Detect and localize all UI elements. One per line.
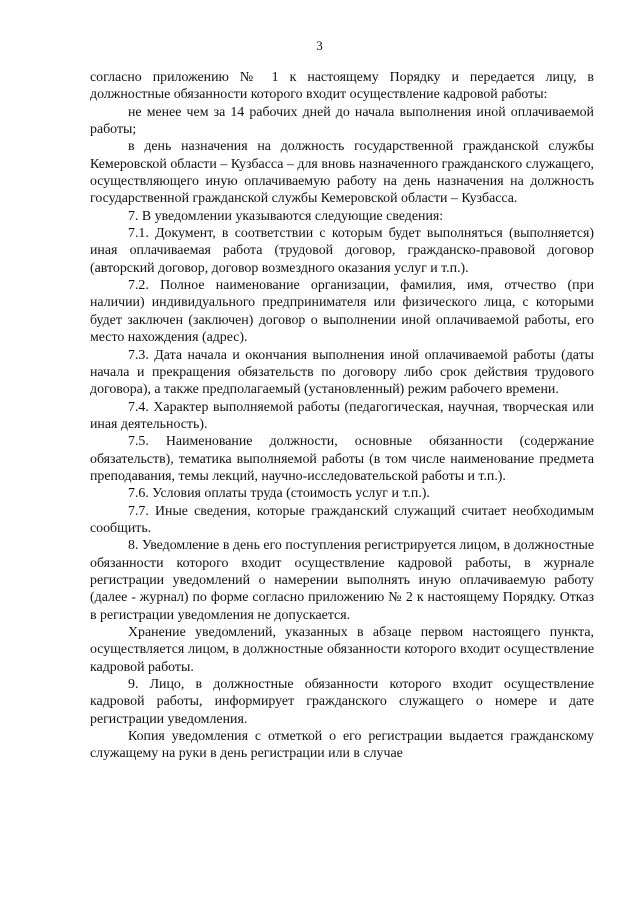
document-body — [90, 69, 594, 763]
page-number: 3 — [316, 38, 323, 53]
paragraph: 7. В уведомлении указываются следующие сведения: — [128, 208, 444, 224]
paragraph: 7.2. Полное наименование организации, фамилия, имя, отчество (при наличии) индивидуального предпринимателя или физического лица, с которыми будет заключен (заключен) договор о выполнении иной оплачиваемой работы, его место нахождения (адрес). — [90, 278, 594, 346]
paragraph: 8. Уведомление в день его поступления регистрируется лицом, в должностные обязанности которого входит осуществление кадровой работы, в журнале регистрации уведомлений о намерении выполнять иную оплачиваемую работу (далее - журнал) по форме согласно приложению № 2 к настоящему Порядку. Отказ в регистрации уведомления не допускается. — [90, 538, 594, 623]
paragraph: не менее чем за 14 рабочих дней до начала выполнения иной оплачиваемой работы; — [90, 104, 594, 138]
paragraph: в день назначения на должность государственной гражданской службы Кемеровской области – Кузбасса – для вновь назначенного гражданского служащего, осуществляющего иную оплачиваемую работу на день назначения на должность государственной гражданской службы Кемеровской области – Кузбасса. — [90, 139, 594, 207]
paragraph: 7.5. Наименование должности, основные обязанности (содержание обязательств), тематика выполняемой работы (в том числе наименование предмета преподавания, темы лекций, научно-исследовательской работы и т.п.). — [90, 434, 594, 484]
paragraph: 7.3. Дата начала и окончания выполнения иной оплачиваемой работы (даты начала и прекращения обязательств по договору либо срок действия трудового договора), а также предполагаемый (установленный) режим рабочего времени. — [90, 347, 594, 398]
paragraph: 7.1. Документ, в соответствии с которым будет выполняться (выполняется) иная оплачиваемая работа (трудовой договор, гражданско-правовой договор (авторский договор, договор возмездного оказания услуг и т.п.). — [90, 226, 594, 276]
paragraph: 7.6. Условия оплаты труда (стоимость услуг и т.п.). — [128, 486, 430, 502]
paragraph: 9. Лицо, в должностные обязанности которого входит осуществление кадровой работы, информирует гражданского служащего о номере и дате регистрации уведомления. — [90, 677, 594, 727]
paragraph: Хранение уведомлений, указанных в абзаце первом настоящего пункта, осуществляется лицом, в должностные обязанности которого входит осуществление кадровой работы. — [90, 625, 594, 675]
paragraph: Копия уведомления с отметкой о его регистрации выдается гражданскому служащему на руки в день регистрации или в случае — [90, 729, 594, 762]
paragraph: 7.4. Характер выполняемой работы (педагогическая, научная, творческая или иная деятельность). — [90, 399, 594, 432]
paragraph: согласно приложению № 1 к настоящему Порядку и передается лицу, в должностные обязанности которого входит осуществление кадровой работы: — [90, 70, 594, 103]
paragraph: 7.7. Иные сведения, которые гражданский служащий считает необходимым сообщить. — [90, 503, 594, 536]
